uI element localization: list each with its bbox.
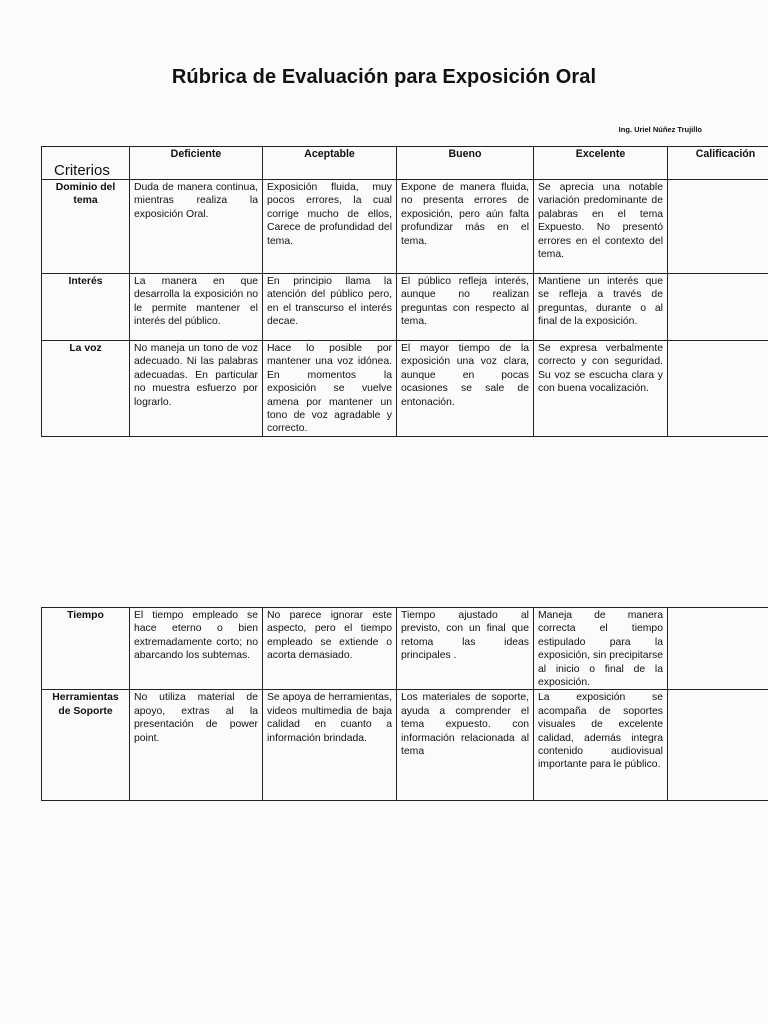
calificacion-cell[interactable] xyxy=(668,341,768,437)
bueno-cell: Expone de manera fluida, no presenta errores de exposición, pero aún falta profundizar más en el tema. xyxy=(397,180,534,274)
excelente-cell: La exposición se acompaña de soportes visuales de excelente calidad, además integra contenido audiovisual importante para le público. xyxy=(534,690,668,801)
calificacion-cell[interactable] xyxy=(668,180,768,274)
bueno-cell: El mayor tiempo de la exposición una voz clara, aunque en pocas ocasiones se sale de entonación. xyxy=(397,341,534,437)
header-aceptable: Aceptable xyxy=(263,147,397,180)
calificacion-cell[interactable] xyxy=(668,690,768,801)
deficiente-cell: No utiliza material de apoyo, extras al la presentación de power point. xyxy=(130,690,263,801)
table-row xyxy=(42,608,768,690)
bueno-cell: Tiempo ajustado al previsto, con un final que retoma las ideas principales . xyxy=(397,608,534,690)
bueno-cell: El público refleja interés, aunque no realizan preguntas con respecto al tema. xyxy=(397,274,534,341)
excelente-cell: Mantiene un interés que se refleja a través de preguntas, durante o al final de la exposición. xyxy=(534,274,668,341)
calificacion-cell[interactable] xyxy=(668,608,768,690)
criterio-cell: Tiempo xyxy=(42,608,130,690)
excelente-cell: Se aprecia una notable variación predominante de palabras en el tema Expuesto. No presentó errores en el contexto del tema. xyxy=(534,180,668,274)
deficiente-cell: Duda de manera continua, mientras realiza la exposición Oral. xyxy=(130,180,263,274)
author-name: Ing. Uriel Núñez Trujillo xyxy=(618,125,702,134)
table-row xyxy=(42,690,768,801)
deficiente-cell: No maneja un tono de voz adecuado. Ni las palabras adecuadas. En particular no muestra esfuerzo por lograrlo. xyxy=(130,341,263,437)
rubric-table-part-1 xyxy=(41,146,768,437)
table-row xyxy=(42,341,768,437)
criterio-cell: La voz xyxy=(42,341,130,437)
aceptable-cell: En principio llama la atención del público pero, en el transcurso el interés decae. xyxy=(263,274,397,341)
deficiente-cell: El tiempo empleado se hace eterno o bien extremadamente corto; no abarcando los subtemas. xyxy=(130,608,263,690)
header-deficiente: Deficiente xyxy=(130,147,263,180)
bueno-cell: Los materiales de soporte, ayuda a comprender el tema expuesto. con información relacionada al tema xyxy=(397,690,534,801)
document-title: Rúbrica de Evaluación para Exposición Oral xyxy=(171,66,597,88)
aceptable-cell: No parece ignorar este aspecto, pero el tiempo empleado se extiende o acorta demasiado. xyxy=(263,608,397,690)
deficiente-cell: La manera en que desarrolla la exposición no le permite mantener el interés del público. xyxy=(130,274,263,341)
criterio-cell: Interés xyxy=(42,274,130,341)
calificacion-cell[interactable] xyxy=(668,274,768,341)
table-row xyxy=(42,180,768,274)
header-criterios: Criterios xyxy=(42,147,130,180)
aceptable-cell: Hace lo posible por mantener una voz idónea. En momentos la exposición se vuelve amena por mantener un tono de voz agradable y correcto. xyxy=(263,341,397,437)
header-calificacion: Calificación xyxy=(668,147,768,180)
header-bueno: Bueno xyxy=(397,147,534,180)
excelente-cell: Se expresa verbalmente correcto y con seguridad. Su voz se escucha clara y con buena vocalización. xyxy=(534,341,668,437)
table-header-row xyxy=(42,147,768,180)
criterio-cell: Dominio del tema xyxy=(42,180,130,274)
aceptable-cell: Exposición fluida, muy pocos errores, la cual corrige mucho de ellos, Carece de profundidad del tema. xyxy=(263,180,397,274)
criterio-cell: Herramientas de Soporte xyxy=(42,690,130,801)
excelente-cell: Maneja de manera correcta el tiempo estipulado para la exposición, sin precipitarse al inicio o final de la exposición. xyxy=(534,608,668,690)
rubric-table-part-2 xyxy=(41,607,768,801)
table-row xyxy=(42,274,768,341)
header-excelente: Excelente xyxy=(534,147,668,180)
aceptable-cell: Se apoya de herramientas, videos multimedia de baja calidad en cuanto a información brindada. xyxy=(263,690,397,801)
